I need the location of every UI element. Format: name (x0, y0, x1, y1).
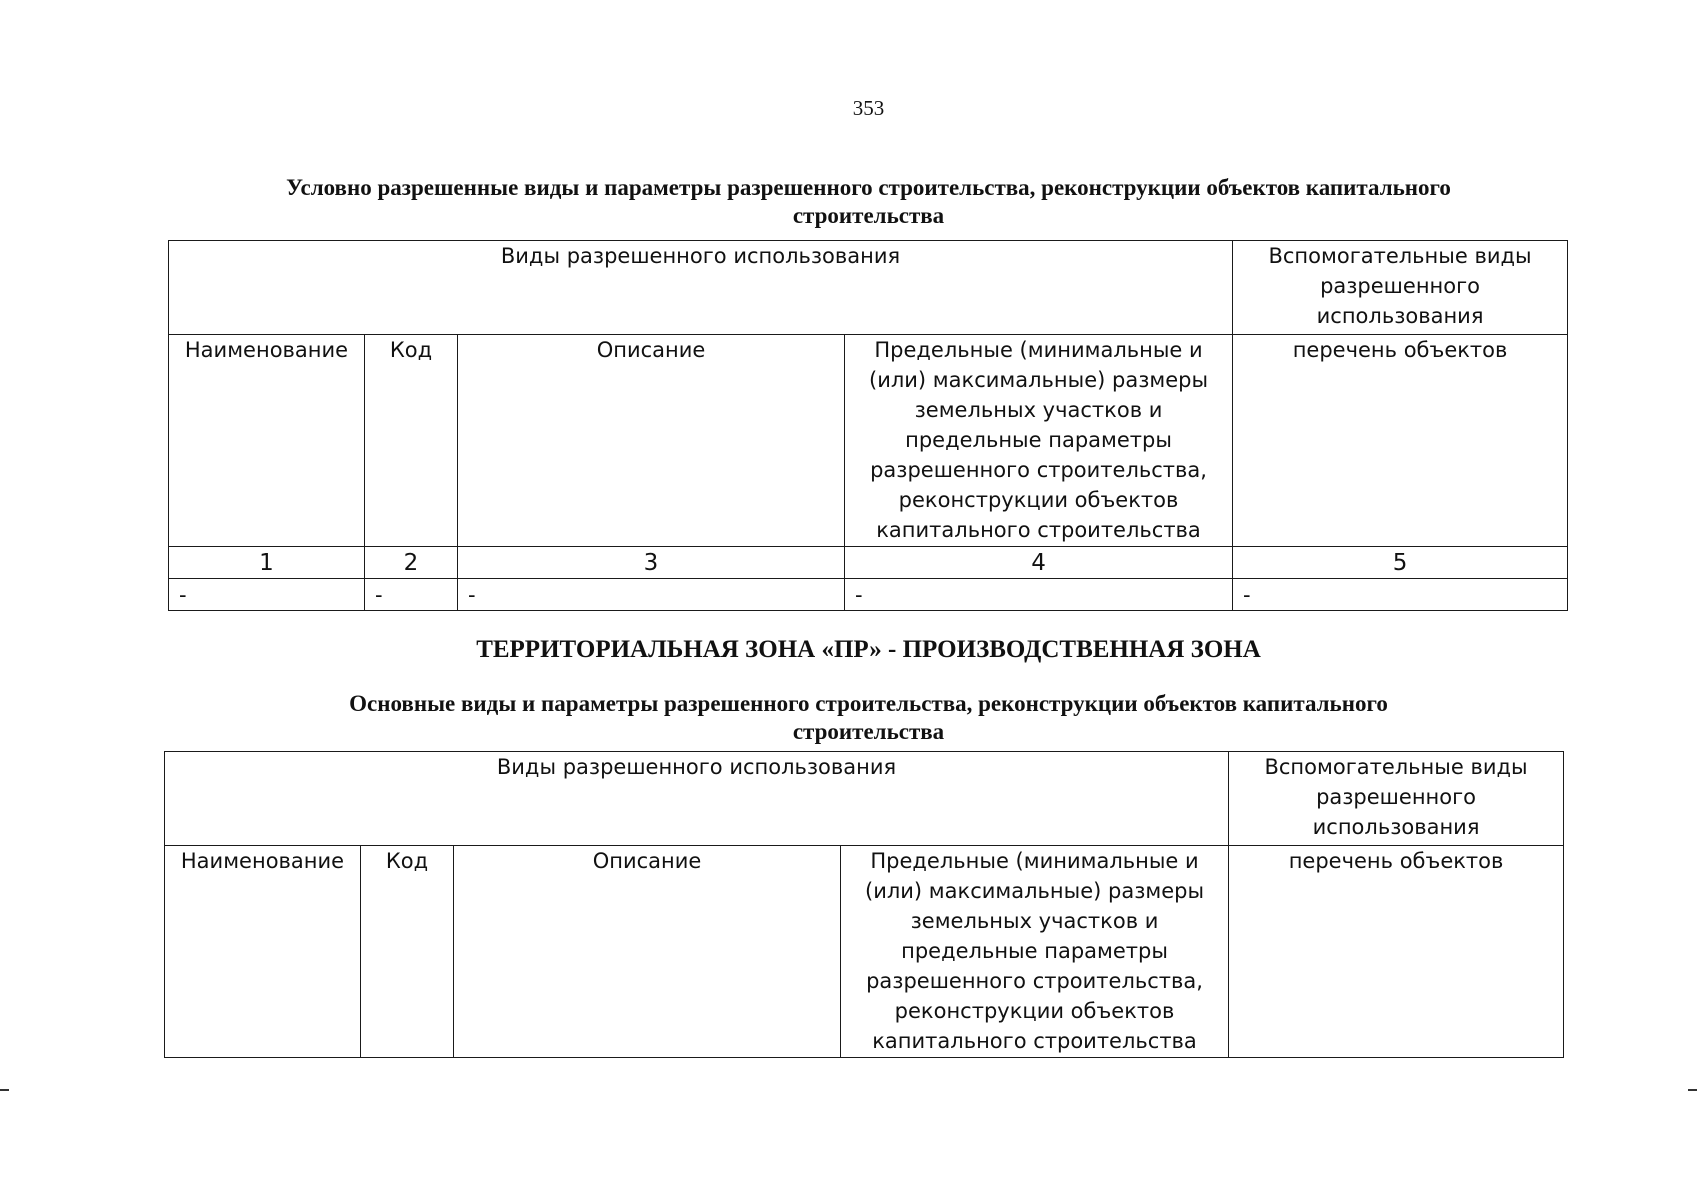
section1-heading-line2: строительства (792, 203, 945, 228)
section2-heading (170, 690, 1567, 746)
table-cell: - (1233, 579, 1568, 611)
table-cell: - (458, 579, 845, 611)
table-group-header-row (169, 241, 1568, 335)
col-header-name: Наименование (169, 335, 365, 547)
col-header-name: Наименование (165, 846, 361, 1058)
section2-heading-line2: строительства (792, 719, 945, 744)
col-number: 3 (458, 547, 845, 579)
group-header-cell: Виды разрешенного использования (165, 752, 1229, 846)
scan-edge-mark (1688, 1089, 1697, 1091)
col-header-limits: Предельные (минимальные и (или) максимальные) размеры земельных участков и предельные параметры разрешенного строительства, реконструкции объектов капитального строительства (841, 846, 1229, 1058)
zone-title: ТЕРРИТОРИАЛЬНАЯ ЗОНА «ПР» - ПРОИЗВОДСТВЕННАЯ ЗОНА (476, 636, 1261, 663)
section1-heading (170, 174, 1567, 230)
col-header-code: Код (361, 846, 454, 1058)
table-cell: - (365, 579, 458, 611)
table-cell: - (845, 579, 1233, 611)
table-column-header-row (169, 335, 1568, 547)
col-header-code: Код (365, 335, 458, 547)
aux-header-cell: Вспомогательные виды разрешенного использования (1233, 241, 1568, 335)
col-header-limits: Предельные (минимальные и (или) максимальные) размеры земельных участков и предельные параметры разрешенного строительства, реконструкции объектов капитального строительства (845, 335, 1233, 547)
page-number: 353 (852, 96, 885, 120)
aux-header-cell: Вспомогательные виды разрешенного использования (1229, 752, 1564, 846)
col-number: 2 (365, 547, 458, 579)
col-header-objects: перечень объектов (1229, 846, 1564, 1058)
table-column-header-row (165, 846, 1564, 1058)
col-header-description: Описание (454, 846, 841, 1058)
table-cell: - (169, 579, 365, 611)
col-header-description: Описание (458, 335, 845, 547)
col-number: 5 (1233, 547, 1568, 579)
table-group-header-row (165, 752, 1564, 846)
col-number: 1 (169, 547, 365, 579)
scan-edge-mark (0, 1089, 9, 1091)
group-header-cell: Виды разрешенного использования (169, 241, 1233, 335)
table-row (169, 579, 1568, 611)
section1-heading-line1: Условно разрешенные виды и параметры разрешенного строительства, реконструкции объектов капитального (286, 175, 1451, 200)
table-number-row (169, 547, 1568, 579)
conditional-uses-table (168, 240, 1568, 611)
col-number: 4 (845, 547, 1233, 579)
col-header-objects: перечень объектов (1233, 335, 1568, 547)
main-uses-table (164, 751, 1564, 1058)
section2-heading-line1: Основные виды и параметры разрешенного строительства, реконструкции объектов капитального (349, 691, 1388, 716)
